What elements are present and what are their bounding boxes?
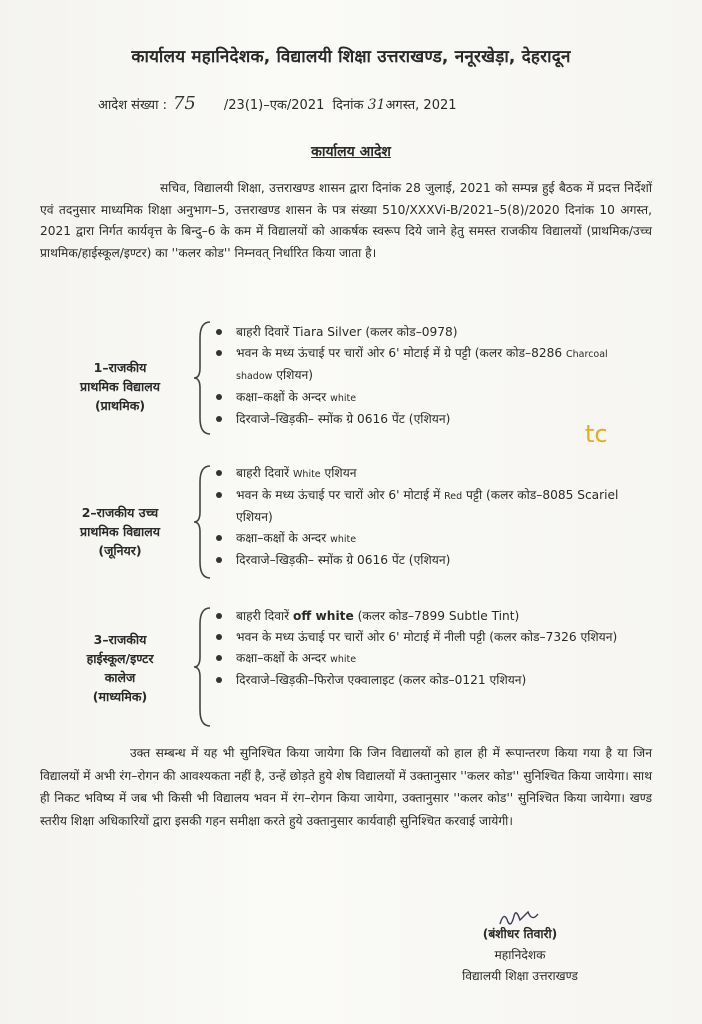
category-1-line2: प्राथमिक विद्यालय xyxy=(79,379,161,394)
category-2-line2: प्राथमिक विद्यालय xyxy=(79,524,161,539)
category-3-line1: 3–राजकीय xyxy=(93,632,147,647)
order-date-rest: अगस्त, 2021 xyxy=(385,98,457,113)
order-title: कार्यालय आदेश xyxy=(311,144,391,160)
list-item: बाहरी दिवारें White एशियन xyxy=(214,463,634,485)
category-1-line1: 1–राजकीय xyxy=(93,360,147,375)
category-1-items xyxy=(214,322,634,430)
intro-paragraph: सचिव, विद्यालयी शिक्षा, उत्तराखण्ड शासन द्वारा दिनांक 28 जुलाई, 2021 को सम्पन्न हुई बैठक में प्रदत्त निर्देशों एवं तदनुसार माध्यमिक शिक्षा अनुभाग–5, उत्तराखण्ड शासन के पत्र संख्या 510/XXXVi-B/2021–5(8)/2020 दिनांक 10 अगस्त, 2021 द्वारा निर्गत कार्यवृत्त के बिन्दु–6 के कम में विद्यालयों को आकर्षक स्वरूप दिये जाने हेतु समस्त राजकीय विद्यालयों (प्राथमिक/उच्च प्राथमिक/हाईस्कूल/इण्टर) का ''कलर कोड'' निम्नवत् निर्धारित किया जाता है। xyxy=(40,181,652,260)
category-1-line3: (प्राथमिक) xyxy=(94,398,146,413)
list-item: दिरवाजे–खिड़की– स्मोंक ग्रे 0616 पेंट (एशियन) xyxy=(214,409,634,430)
list-item: कक्षा–कक्षों के अन्दर white xyxy=(214,648,634,670)
category-3-items xyxy=(214,606,634,691)
list-item: भवन के मध्य ऊंचाई पर चारों ओर 6' मोटाई में ग्रे पट्टी (कलर कोड–8286 Charcoal shadow एशियन) xyxy=(214,343,634,387)
list-item: भवन के मध्य ऊंचाई पर चारों ओर 6' मोटाई में Red पट्टी (कलर कोड–8085 Scariel एशियन) xyxy=(214,485,634,528)
category-3-line3: कालेज xyxy=(104,670,136,685)
category-1-brace xyxy=(192,318,214,438)
category-2-line3: (जूनियर) xyxy=(98,543,142,558)
list-item: बाहरी दिवारें Tiara Silver (कलर कोड–0978) xyxy=(214,322,634,343)
order-reference: /23(1)–एक/2021 xyxy=(223,98,325,113)
signatory-department: विद्यालयी शिक्षा उत्तराखण्ड xyxy=(462,969,578,983)
signature-block xyxy=(400,924,640,987)
signatory-name: (बंशीधर तिवारी) xyxy=(482,927,558,941)
signatory-designation: महानिदेशक xyxy=(494,948,546,962)
order-date-day: 31 xyxy=(367,97,386,113)
category-3-label xyxy=(40,630,200,706)
category-3-brace xyxy=(192,604,214,730)
list-item: भवन के मध्य ऊंचाई पर चारों ओर 6' मोटाई में नीली पट्टी (कलर कोड–7326 एशियन) xyxy=(214,627,634,648)
order-number-label: आदेश संख्या : xyxy=(98,98,167,113)
order-number-handwritten: 75 xyxy=(172,93,196,114)
category-3-line2: हाईस्कूल/इण्टर xyxy=(86,651,154,666)
list-item: कक्षा–कक्षों के अन्दर white xyxy=(214,387,634,409)
category-1-label xyxy=(40,358,200,415)
category-2-items xyxy=(214,463,634,571)
office-header: कार्यालय महानिदेशक, विद्यालयी शिक्षा उत्तराखण्ड, ननूरखेड़ा, देहरादून xyxy=(131,47,571,67)
category-2-label xyxy=(40,503,200,560)
watermark-tc: tc xyxy=(585,420,608,448)
list-item: दिरवाजे–खिड़की– स्मोंक ग्रे 0616 पेंट (एशियन) xyxy=(214,550,634,571)
category-2-line1: 2–राजकीय उच्च xyxy=(81,505,159,520)
closing-paragraph: उक्त सम्बन्ध में यह भी सुनिश्चित किया जायेगा कि जिन विद्यालयों को हाल ही में रूपान्तरण किया गया है या जिन विद्यालयों में अभी रंग–रोगन की आवश्यकता नहीं है, उन्हें छोड़ते हुये शेष विद्यालयों में उक्तानुसार ''कलर कोड'' सुनिश्चित किया जायेगा। साथ ही निकट भविष्य में जब भी किसी भी विद्यालय भवन में रंग–रोगन किया जायेगा, उक्तानुसार ''कलर कोड'' सुनिश्चित किया जायेगा। खण्ड स्तरीय शिक्षा अधिकारियों द्वारा इसकी गहन समीक्षा करते हुये उक्तानुसार कार्यवाही सुनिश्चित करवाई जायेगी। xyxy=(40,746,652,828)
category-2-brace xyxy=(192,462,214,582)
list-item: दिरवाजे–खिड़की–फिरोज एक्वालाइट (कलर कोड–0121 एशियन) xyxy=(214,670,634,691)
category-3-line4: (माध्यमिक) xyxy=(92,689,148,704)
order-line xyxy=(98,93,457,114)
list-item: कक्षा–कक्षों के अन्दर white xyxy=(214,528,634,550)
list-item: बाहरी दिवारें off white (कलर कोड–7899 Subtle Tint) xyxy=(214,606,634,627)
order-date-label: दिनांक xyxy=(332,98,364,113)
